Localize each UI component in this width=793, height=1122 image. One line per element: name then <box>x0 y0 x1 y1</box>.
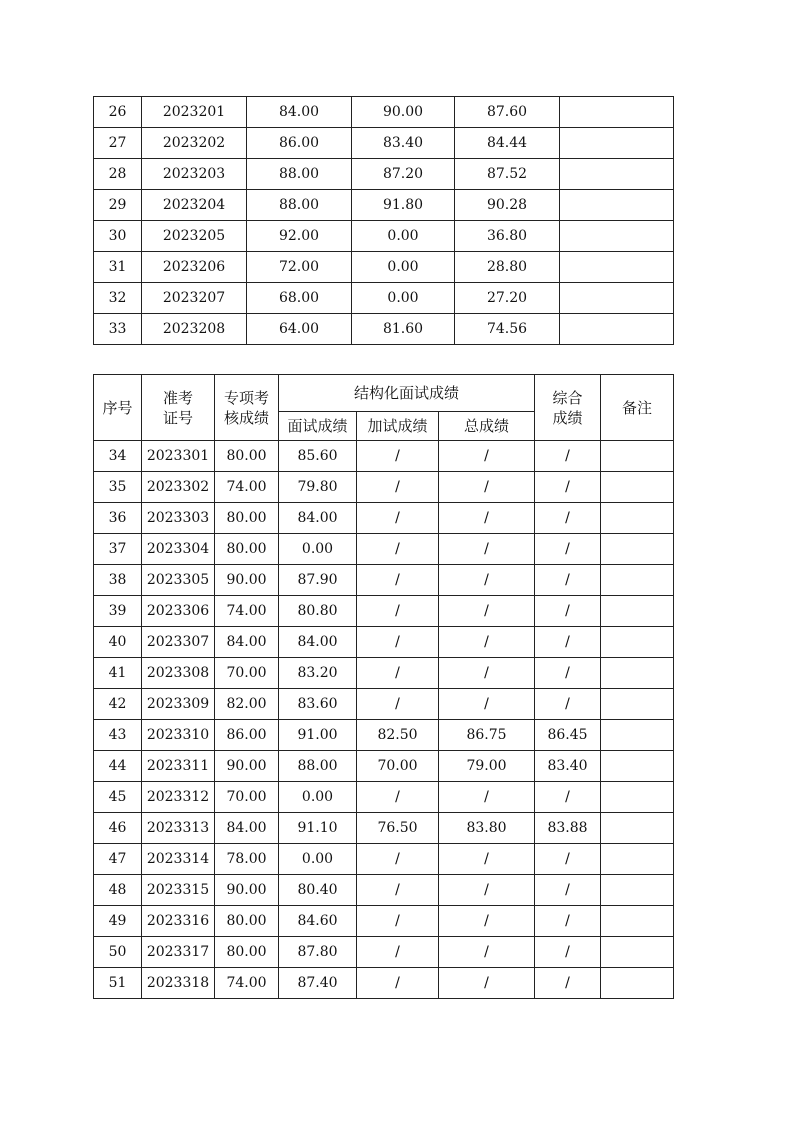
table-cell: 26 <box>94 97 142 128</box>
table-cell: / <box>357 441 439 472</box>
table-row <box>94 689 674 720</box>
table-row <box>94 221 674 252</box>
table-cell: 2023313 <box>142 813 215 844</box>
table-cell <box>601 937 674 968</box>
table-row <box>94 565 674 596</box>
table-cell <box>560 190 674 221</box>
table-cell: 2023311 <box>142 751 215 782</box>
table-cell: 68.00 <box>247 283 352 314</box>
table-row <box>94 751 674 782</box>
table-row <box>94 875 674 906</box>
table-row <box>94 283 674 314</box>
score-table-body <box>94 441 674 999</box>
table-cell: 2023302 <box>142 472 215 503</box>
table-cell: 31 <box>94 252 142 283</box>
table-row <box>94 441 674 472</box>
header-special-assessment: 专项考 核成绩 <box>215 375 279 441</box>
table-cell: 88.00 <box>247 190 352 221</box>
table-row <box>94 534 674 565</box>
table-cell: 2023312 <box>142 782 215 813</box>
table-cell: 84.44 <box>455 128 560 159</box>
table-cell: 87.80 <box>279 937 357 968</box>
table-cell: 28 <box>94 159 142 190</box>
table-cell: 2023204 <box>142 190 247 221</box>
table-cell: / <box>535 782 601 813</box>
table-cell: 87.52 <box>455 159 560 190</box>
table-cell: 40 <box>94 627 142 658</box>
table-cell: / <box>535 875 601 906</box>
table-cell: 74.00 <box>215 596 279 627</box>
table-cell: 76.50 <box>357 813 439 844</box>
table-cell <box>601 565 674 596</box>
table-cell <box>601 968 674 999</box>
table-cell: / <box>357 968 439 999</box>
table-cell: / <box>357 534 439 565</box>
header-extra-test-score: 加试成绩 <box>357 412 439 441</box>
table-row <box>94 844 674 875</box>
table-cell: / <box>535 565 601 596</box>
table-cell: 87.20 <box>352 159 455 190</box>
table-cell: 90.00 <box>215 875 279 906</box>
table-cell: / <box>439 441 535 472</box>
table-cell <box>601 596 674 627</box>
table-cell: 90.00 <box>215 565 279 596</box>
table-cell: 0.00 <box>352 283 455 314</box>
table-cell: 2023207 <box>142 283 247 314</box>
table-cell: / <box>535 689 601 720</box>
table-cell: 2023309 <box>142 689 215 720</box>
table-cell: 80.00 <box>215 503 279 534</box>
table-row <box>94 472 674 503</box>
table-cell: 2023202 <box>142 128 247 159</box>
table-cell: / <box>357 658 439 689</box>
table-cell: 2023206 <box>142 252 247 283</box>
table-cell: / <box>357 937 439 968</box>
table-cell: 0.00 <box>279 534 357 565</box>
table-row <box>94 97 674 128</box>
header-ticket-number: 准考 证号 <box>142 375 215 441</box>
table-cell: / <box>357 627 439 658</box>
table-cell: / <box>535 968 601 999</box>
table-row <box>94 596 674 627</box>
table-cell <box>560 97 674 128</box>
table-cell: / <box>439 937 535 968</box>
table-cell: 70.00 <box>357 751 439 782</box>
table-cell: 72.00 <box>247 252 352 283</box>
table-cell: 83.80 <box>439 813 535 844</box>
table-cell: 2023203 <box>142 159 247 190</box>
table-cell <box>601 751 674 782</box>
header-structured-interview: 结构化面试成绩 <box>279 375 535 412</box>
score-table-header <box>94 375 674 441</box>
table-cell: 27.20 <box>455 283 560 314</box>
table-cell: 35 <box>94 472 142 503</box>
table-cell: / <box>535 627 601 658</box>
table-cell <box>560 314 674 345</box>
table-row <box>94 968 674 999</box>
table-cell: / <box>439 565 535 596</box>
table-row <box>94 813 674 844</box>
table-cell: 50 <box>94 937 142 968</box>
table-cell: 85.60 <box>279 441 357 472</box>
table-cell: / <box>439 906 535 937</box>
table-cell: / <box>439 844 535 875</box>
table-cell: 2023308 <box>142 658 215 689</box>
table-row <box>94 906 674 937</box>
table-cell: 80.00 <box>215 906 279 937</box>
table-cell: / <box>357 875 439 906</box>
table-cell: 87.40 <box>279 968 357 999</box>
table-cell: 70.00 <box>215 782 279 813</box>
table-cell: 27 <box>94 128 142 159</box>
table-row <box>94 128 674 159</box>
table-cell: / <box>535 534 601 565</box>
table-cell <box>560 283 674 314</box>
table-cell: 2023316 <box>142 906 215 937</box>
table-cell: 74.56 <box>455 314 560 345</box>
table-cell: 80.00 <box>215 441 279 472</box>
table-cell: 42 <box>94 689 142 720</box>
table-cell: 29 <box>94 190 142 221</box>
table-cell: 82.50 <box>357 720 439 751</box>
table-cell: 49 <box>94 906 142 937</box>
table-cell: 2023205 <box>142 221 247 252</box>
table-cell: / <box>357 782 439 813</box>
table-cell: 44 <box>94 751 142 782</box>
table-cell: 87.60 <box>455 97 560 128</box>
table-row <box>94 627 674 658</box>
table-cell: 83.40 <box>352 128 455 159</box>
table-cell <box>601 906 674 937</box>
table-cell <box>601 472 674 503</box>
table-cell: 70.00 <box>215 658 279 689</box>
table-cell: 91.80 <box>352 190 455 221</box>
header-total-score: 总成绩 <box>439 412 535 441</box>
header-remarks: 备注 <box>601 375 674 441</box>
table-cell: 80.00 <box>215 534 279 565</box>
table-cell: 2023304 <box>142 534 215 565</box>
table-row <box>94 252 674 283</box>
table-cell: 33 <box>94 314 142 345</box>
table-cell <box>560 128 674 159</box>
table-cell: / <box>535 503 601 534</box>
table-cell: 84.00 <box>247 97 352 128</box>
table-cell: 74.00 <box>215 472 279 503</box>
table-cell: 36 <box>94 503 142 534</box>
table-cell: 2023306 <box>142 596 215 627</box>
table-cell: 36.80 <box>455 221 560 252</box>
table-cell: 88.00 <box>247 159 352 190</box>
table-cell: / <box>535 441 601 472</box>
table-row <box>94 937 674 968</box>
table-cell <box>601 720 674 751</box>
table-cell: / <box>357 906 439 937</box>
table-cell: 2023310 <box>142 720 215 751</box>
table-cell: 90.28 <box>455 190 560 221</box>
table-cell: 64.00 <box>247 314 352 345</box>
table-cell: 2023318 <box>142 968 215 999</box>
table-cell <box>560 252 674 283</box>
table-cell: 2023307 <box>142 627 215 658</box>
table-cell: 91.10 <box>279 813 357 844</box>
table-cell <box>601 658 674 689</box>
table-cell: / <box>439 627 535 658</box>
table-cell: 82.00 <box>215 689 279 720</box>
table-cell: / <box>357 565 439 596</box>
table-cell: 86.45 <box>535 720 601 751</box>
table-cell <box>601 627 674 658</box>
table-cell: 0.00 <box>279 782 357 813</box>
table-cell: / <box>357 503 439 534</box>
table-cell: / <box>439 875 535 906</box>
table-cell: / <box>357 844 439 875</box>
table-cell <box>601 689 674 720</box>
table-cell: / <box>357 596 439 627</box>
table-cell: 2023301 <box>142 441 215 472</box>
table-cell: 0.00 <box>279 844 357 875</box>
table-cell: / <box>535 844 601 875</box>
score-table-continued-body <box>94 97 674 345</box>
table-cell: / <box>439 503 535 534</box>
table-cell: 90.00 <box>352 97 455 128</box>
table-cell: 28.80 <box>455 252 560 283</box>
table-cell: 84.00 <box>215 813 279 844</box>
table-cell: 39 <box>94 596 142 627</box>
table-cell: 30 <box>94 221 142 252</box>
table-cell: 34 <box>94 441 142 472</box>
table-cell: 48 <box>94 875 142 906</box>
table-cell: 37 <box>94 534 142 565</box>
table-cell: 38 <box>94 565 142 596</box>
table-cell: 45 <box>94 782 142 813</box>
table-cell: 80.40 <box>279 875 357 906</box>
table-cell <box>601 503 674 534</box>
table-cell: 47 <box>94 844 142 875</box>
table-cell: / <box>439 689 535 720</box>
table-cell <box>601 875 674 906</box>
table-cell: 84.60 <box>279 906 357 937</box>
table-cell: 78.00 <box>215 844 279 875</box>
table-cell: / <box>439 534 535 565</box>
table-cell: 87.90 <box>279 565 357 596</box>
score-table-continued <box>93 96 674 345</box>
table-cell: 79.80 <box>279 472 357 503</box>
table-cell: 51 <box>94 968 142 999</box>
table-cell: 41 <box>94 658 142 689</box>
table-cell: / <box>535 906 601 937</box>
table-cell: 2023303 <box>142 503 215 534</box>
table-cell: / <box>439 968 535 999</box>
table-cell: 79.00 <box>439 751 535 782</box>
table-cell: / <box>535 658 601 689</box>
table-row <box>94 159 674 190</box>
header-interview-score: 面试成绩 <box>279 412 357 441</box>
table-cell: 88.00 <box>279 751 357 782</box>
table-cell <box>560 159 674 190</box>
table-cell: 2023208 <box>142 314 247 345</box>
table-cell: / <box>439 596 535 627</box>
table-cell <box>601 441 674 472</box>
table-cell <box>560 221 674 252</box>
table-row <box>94 503 674 534</box>
table-cell: 86.75 <box>439 720 535 751</box>
table-cell: 92.00 <box>247 221 352 252</box>
table-cell: / <box>535 596 601 627</box>
table-cell: 91.00 <box>279 720 357 751</box>
table-cell: 2023317 <box>142 937 215 968</box>
table-cell <box>601 534 674 565</box>
table-cell: 80.00 <box>215 937 279 968</box>
table-cell: 83.88 <box>535 813 601 844</box>
table-cell: 83.20 <box>279 658 357 689</box>
table-cell: 46 <box>94 813 142 844</box>
table-row <box>94 314 674 345</box>
table-cell: / <box>439 658 535 689</box>
table-row <box>94 190 674 221</box>
table-cell: 83.60 <box>279 689 357 720</box>
table-cell <box>601 813 674 844</box>
table-cell: 84.00 <box>279 503 357 534</box>
header-composite-score: 综合 成绩 <box>535 375 601 441</box>
table-cell: 43 <box>94 720 142 751</box>
table-row <box>94 720 674 751</box>
table-cell: 2023315 <box>142 875 215 906</box>
table-cell: / <box>439 782 535 813</box>
header-seq: 序号 <box>94 375 142 441</box>
table-row <box>94 658 674 689</box>
table-cell: 86.00 <box>247 128 352 159</box>
table-cell: 84.00 <box>215 627 279 658</box>
table-cell: 83.40 <box>535 751 601 782</box>
table-cell <box>601 782 674 813</box>
table-cell: 2023314 <box>142 844 215 875</box>
table-cell: / <box>357 689 439 720</box>
table-cell: / <box>535 937 601 968</box>
table-cell: 0.00 <box>352 221 455 252</box>
table-cell: / <box>439 472 535 503</box>
table-cell: 74.00 <box>215 968 279 999</box>
table-cell: 86.00 <box>215 720 279 751</box>
table-cell: 0.00 <box>352 252 455 283</box>
table-cell: 84.00 <box>279 627 357 658</box>
table-cell: 90.00 <box>215 751 279 782</box>
table-cell: / <box>535 472 601 503</box>
table-cell: 81.60 <box>352 314 455 345</box>
table-cell: / <box>357 472 439 503</box>
table-cell: 32 <box>94 283 142 314</box>
table-cell: 2023201 <box>142 97 247 128</box>
table-cell: 80.80 <box>279 596 357 627</box>
score-table <box>93 374 674 999</box>
table-row <box>94 782 674 813</box>
table-cell: 2023305 <box>142 565 215 596</box>
table-cell <box>601 844 674 875</box>
